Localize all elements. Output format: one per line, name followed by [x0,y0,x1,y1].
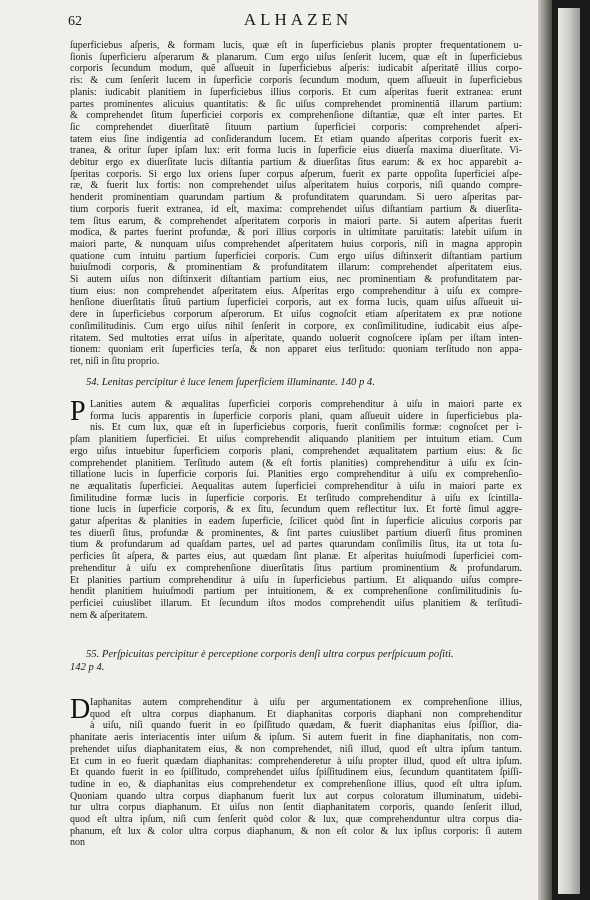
text-line: Quoniam quando ultra corpus diaphanum fuerit lux aut corpus coloratum illuminatum, uidebi- [70,790,522,802]
text-line: phanum, eſt lux & color ultra corpus diaphanum, & non eſt color & lux ipſius corporis: ſi autem [70,825,522,837]
text-line: ret, niſi in ſitu proprio. [70,355,160,367]
text-line: ritatem. Sed multoties errat uiſus in aſperitate, quando uoluerit cognoſcere ipſam per iſtam inten- [70,332,522,344]
text-line: Si autem uiſus non diſtinxerit diſtantiam partium eius, nec prominentiam & profunditatem par- [70,274,522,286]
text-line: huiuſmodi corporis, & prominentiam & profunditatem illarum: comprehendet aſperitatem eius. [70,262,522,274]
text-line: corporis ſecundum modum, quẽ aſſueuit in ſuperficiebus aſperis: iudicabit aſperitatẽ illius corpo- [70,63,522,75]
text-line: debitur ergo ex diuerſitate lucis diſtantia partium & diuerſitas ſitus earum: & ex hoc apparebit a- [70,157,522,169]
running-head: ALHAZEN [243,10,353,29]
text-line: dere in ſuperficiebus corporum aſperorum. Et uiſus cognoſcit etiam aſperitatem ex præ notione [70,309,522,321]
section-heading-55 [70,648,526,674]
text-line: tes diuerſi ſitus, profundæ & prominentes, & ſint partes cuiuslibet partium diuerſi ſitus prominen [70,527,522,539]
text-line: Et planities partium comprehenditur à uiſu in ſuperficiebus partium. Et aliquando uiſus compre- [70,574,522,586]
text-line: maiori parte, & nunquam uiſus comprehendet aſperitatem huius corporis, niſi in magna appropin [70,238,522,250]
text-line: conſimilitudinis. Cum ergo uiſus nihil ſenſerit in corpore, ex conſimilitudine, iudicabit eius aſpe- [70,320,522,332]
text-line: à uiſu, niſi quando fuerit in eo ſpiſſitudo quædam, & fuerit diaphanitas eius ſpiſſior, dia- [90,720,522,732]
text-line: nem & aſperitatem. [70,609,148,621]
text-line: tem ſitus earum, & comprehendet aſperitatem corporis in maiori parte. Si autem aſperitas fuerit [70,215,522,227]
paragraph-planities [70,396,522,621]
text-line: tillatione lucis in ſuperficie corporis ſui. Planities ergo comprehenditur à uiſu ex comprehenſio- [70,469,522,481]
text-line: perficiei cuiuslibet illarum. Et ſecundum iſtos modos comprehendit uiſus planitiem & terſitudi- [70,597,522,609]
section-title: Perſpicuitas percipitur è perceptione corporis denſi ultra corpus perſpicuum poſiti. [101,649,454,660]
text-line: quod eſt ultra ipſum, niſi cum ſenſerit quòd color & lux, quæ comprehenduntur ultra corpus dia- [70,814,522,826]
text-line: tium corporis fuerit extranea, id eſt, maxima: comprehendet uiſus diſtantiam partium & diuerſita- [70,203,522,215]
text-line: ſperitas corporis. Si ergo lux oriens ſuper corpus aſperum, fuerit ex parte oppoſita ſuperficiei aſpe- [70,168,522,180]
book-gutter-shadow [538,0,552,900]
text-line: & comprehendet ſitum ſuperficiei corporis ex comprehenſione diſtantiæ, quæ eſt inter partes. Et [70,110,522,122]
page-number: 62 [68,14,82,29]
text-line: henderit prominentiam quarundam partium & profunditatem quarundam. Si uero aſperitas par- [70,192,522,204]
text-line: comprehendet planitiem. Terſitudo autem (& eſt fortis planities) comprehenditur à uiſu ex ſcin- [70,457,522,469]
text-line: henſione diuerſitatis ſituũ partium ſuperficiei corporis, aut ex forma lucis, quam uiſus aſſueuit ui- [70,297,522,309]
text-line: ris: & cum ſenſerit lucem in ſuperficie corporis ſecundum modum, quem aſſueuit in ſuperficiebus [70,75,522,87]
text-line: pſam planitiem ſuperficiei. Et uiſus comprehendit aliquando planitiem per intuitum etiam. Cum [70,434,522,446]
drop-cap-p: P [70,396,86,427]
text-line: Iaphanitas autem comprehenditur à uiſu per argumentationem ex comprehenſione illius, [90,697,522,708]
text-line: tium & profundarum ad quaſdam partes, uel ad partes quarundam conſimilis ſitus, ita ut tota ſu- [70,539,522,551]
section-number: 55. [86,649,100,660]
text-line: non [70,837,85,849]
section-title-continuation: 142 p 4. [70,662,105,673]
text-line: hendit planitiem huiuſmodi partium per intuitionem, & ex comprehenſione conſimilitudinis ſu- [70,586,522,598]
section-heading-54 [86,376,526,389]
text-line: tudine in eo, & diaphanitas eius comprehendetur ex comprehenſione illius, quod eſt ultra ipſum. [70,778,522,790]
page-header [68,10,528,36]
text-line: Et quando fuerit in eo ſpiſſitudo, comprehendet uiſus ſpiſſitudinem eius, ſecundum quantitatem ſpiſſi- [70,767,522,779]
text-line: nis. Et cum lux, quæ eſt in ſuperficiebus corporis, fuerit conſimilis formæ: cognoſcet per i- [90,422,522,434]
text-line: phanitate aeris interiacentis inter uiſum & ipſum. Si autem fuerit in fine diaphanitatis, non com- [70,732,522,744]
text-line: tranea, & oritur ſuper ipſam lux: erit forma lucis in ſuperficie eius diuerſa maxima diuerſitate. Vi- [70,145,522,157]
section-title: Lenitas percipitur è luce lenem ſuperficiem illuminante. 140 p 4. [101,377,375,388]
text-line: tatem eius ſine indigentia ad conſiderandum lucem. Et etiam quando aſperitas corporis fuerit ex- [70,133,522,145]
text-line: tionem: quoniam erit ſuperficies terſa, & non apparet eius terſitudo: quoniam terſitudo non appa- [70,344,522,356]
text-line: ne æqualitatis ſuperficiei. Aequalitas autem ſuperficiei comprehenditur à uiſu in maiori parte ex [70,480,522,492]
text-line: modica, & partes fuerint profundæ, & pori illius corporis in ultimitate paruitatis: latebit uiſum in [70,227,522,239]
text-line: forma lucis apparentis in ſuperficie corporis plani, quam aſſueuit uidere in ſuperficiebus pla- [90,410,522,422]
text-line: ræ, & fuerit lux fortis: non comprehendet uiſus aſperitatem huius corporis, niſi quando compre- [70,180,522,192]
text-line: planis: iudicabit planitiem in ſuperficiebus illius corporis. Et cum aſperitas fuerit extranea: erunt [70,86,522,98]
text-line: ſimilitudine formæ lucis in ſuperficie corporis. Et terſitudo comprehenditur à uiſu ex ſcintilla- [70,492,522,504]
paragraph-diaphanitas [70,694,522,849]
text-line: tione lucis in ſuperficie corporis, & ex ſitu, ſecundum quem reflectitur lux. Et fortè ſimul aggre- [70,504,522,516]
text-line: Et cum in eo fuerit quædam diaphanitas: comprehenderetur à uiſu propter illud, quod eſt ultra ipſum. [70,755,522,767]
facing-page-edge [552,0,590,900]
text-line: ergo uiſus intuebitur ſuperficiem corporis plani, comprehendet æqualitatem partium eius: & ſic [70,445,522,457]
text-line: prehenditur à uiſu ex comprehenſione diuerſitatis ſitus partium prominentium & profundarum. [70,562,522,574]
text-line: quod eſt ultra corpus diaphanum. Et diaphanitas corporis diaphani non comprehenditur [90,708,522,720]
text-line: tur ultra corpus diaphanum. Et uiſus non ſentit diaphanitatem corporis, quando ſenſerit illud, [70,802,522,814]
drop-cap-d: D [70,694,91,725]
text-line: ſionis ſuperficieru aſperarum & planarum. Cum ergo uiſus ſenſerit lucem, quæ eſt in ſuperficiebus [70,51,522,63]
section-number: 54. [86,377,100,388]
text-line: Lanities autem & æqualitas ſuperficiei corporis comprehenditur à uiſu in maiori parte ex [90,399,522,410]
text-line: prehendet uiſus diaphanitatem eius, & non comprehendet, niſi illud, quod eſt ultra ipſum tantum. [70,743,522,755]
text-line: ſic comprehendet diuerſitatẽ ſituum partium ſuperficiei corporis: comprehendet aſperi- [70,121,522,133]
text-line: partes prominentes alicuius quantitatis: & ſic uiſus comprehendet prominentiã illarum partium: [70,98,522,110]
paragraph-asperitas [70,40,522,368]
text-line: ſuperficiebus aſperis, & formam lucis, quæ eſt in ſuperficiebus planis propter frequentationem u- [70,40,522,51]
text-line: quatione cum intuitu partium ſuperficiei corporis. Cum ergo uiſus diſtinxerit diſtantiam partium [70,250,522,262]
text-line: perficies ſit aſpera, & partes eius, aut quædam ſint planæ. Et aſperitas huiuſmodi ſuperficiei com- [70,551,522,563]
text-line: gatur aſperitas & planities in eadem ſuperficie, ſcilicet quòd ſint in ſuperficie alicuius corporis par [70,516,522,528]
text-line: tium eius: non comprehendet aſperitatem eius. Aſperitas ergo comprehenditur à uiſu ex compre- [70,285,522,297]
